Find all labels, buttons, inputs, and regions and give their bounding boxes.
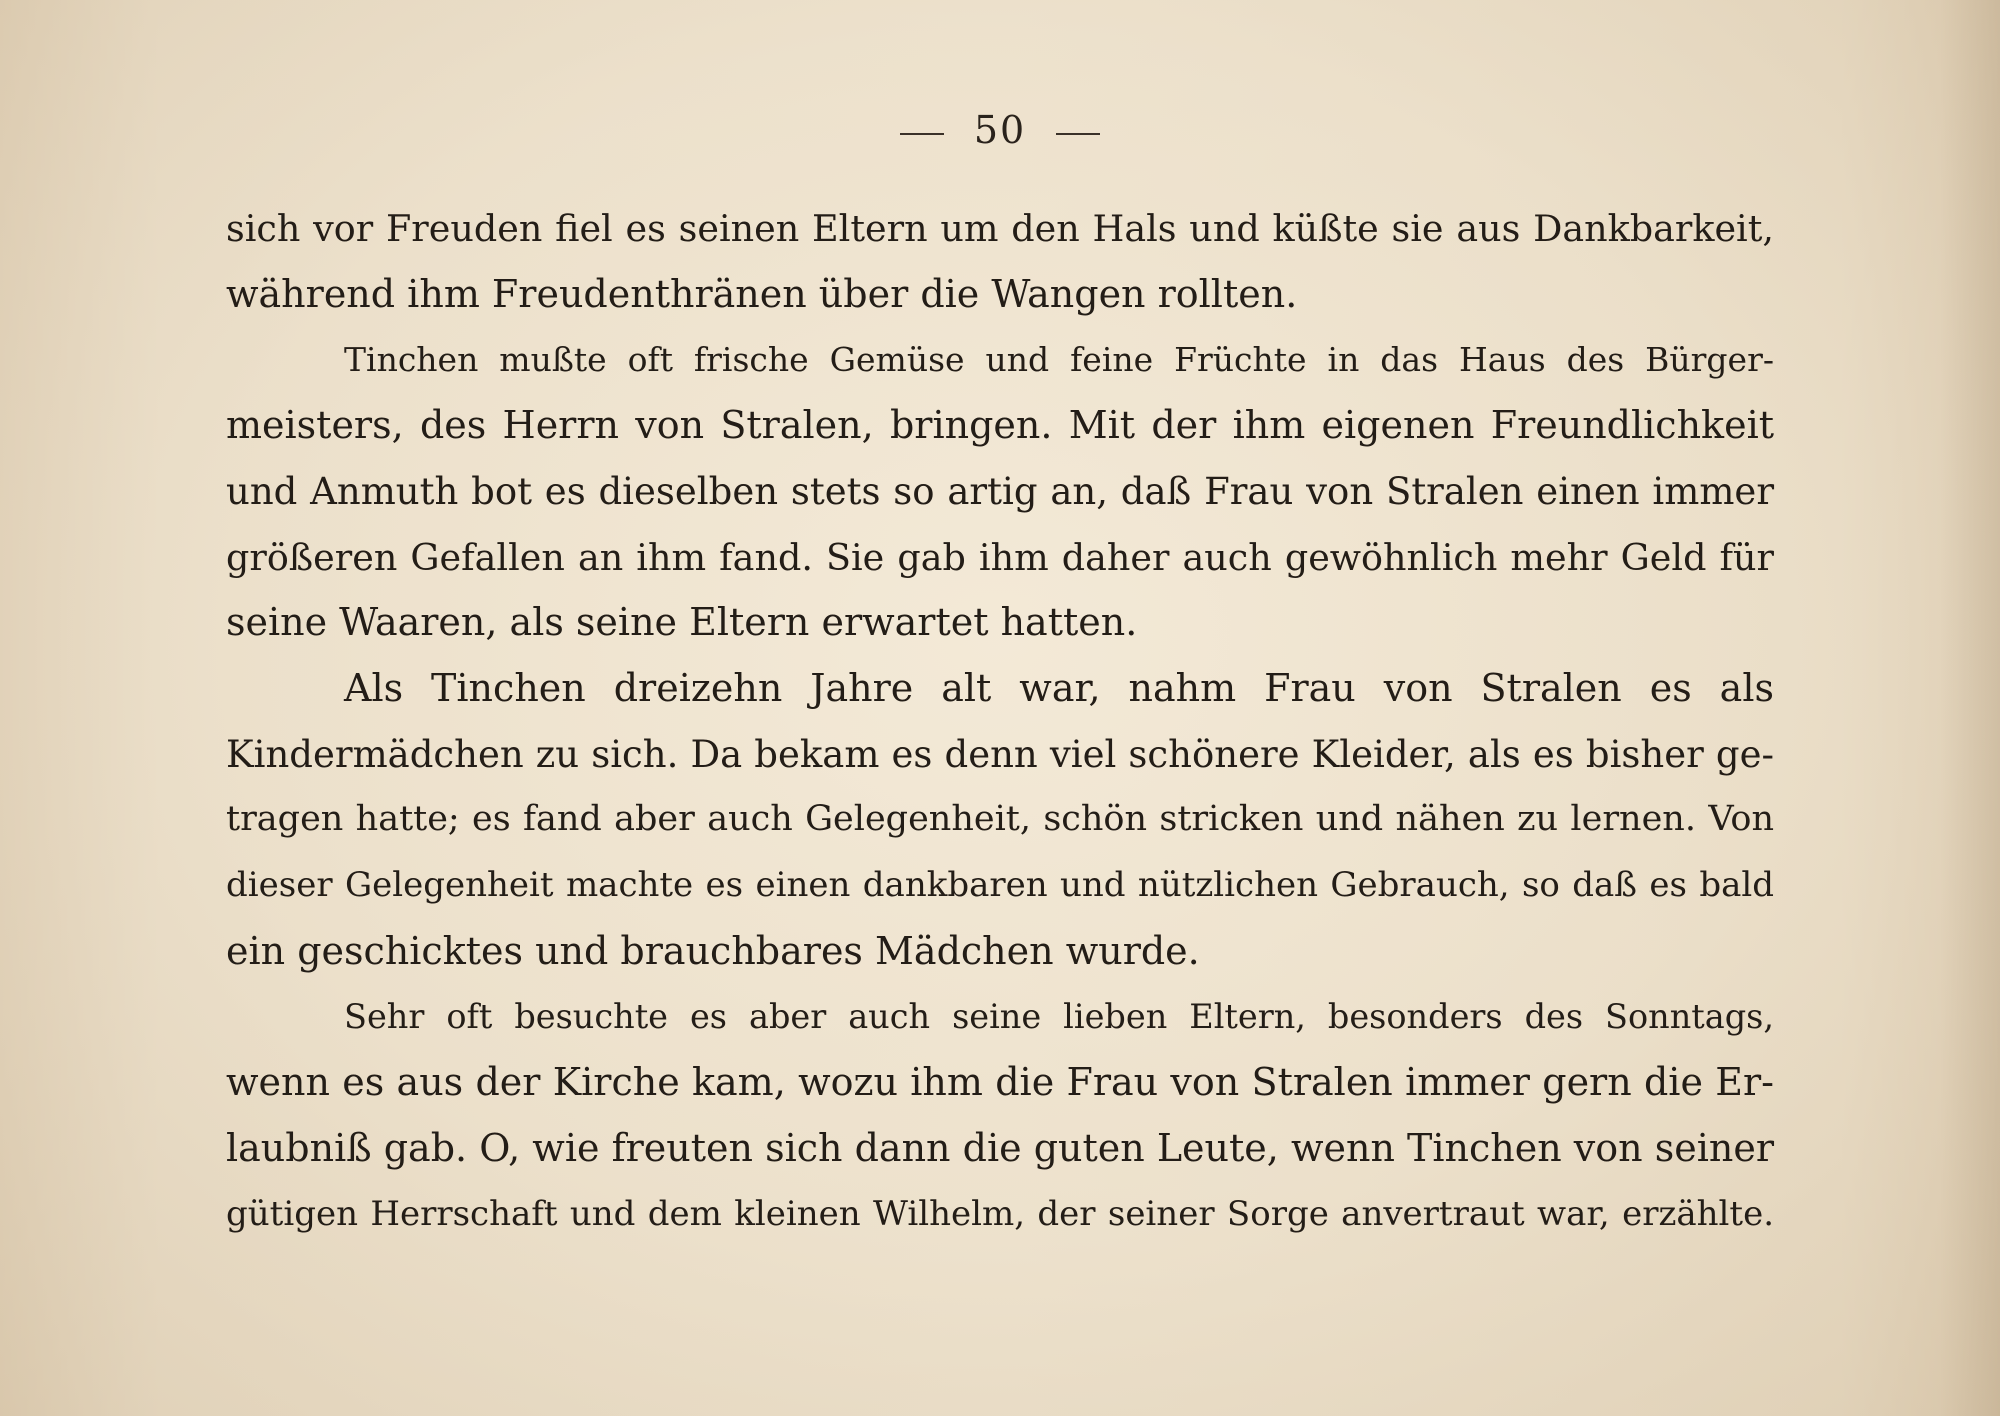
paragraph-1 xyxy=(226,196,1774,327)
text-line: größeren Gefallen an ihm fand. Sie gab ihm daher auch gewöhnlich mehr Geld für xyxy=(226,535,1774,579)
text-line: wenn es aus der Kirche kam, wozu ihm die Frau von Stralen immer gern die Er- xyxy=(226,1060,1774,1105)
page-number: 50 xyxy=(973,108,1027,152)
text-line: und Anmuth bot es dieselben stets so artig an, daß Frau von Stralen einen immer xyxy=(226,469,1774,513)
text-line: laubniß gab. O, wie freuten sich dann die guten Leute, wenn Tinchen von seiner xyxy=(226,1125,1774,1170)
text-line: gütigen Herrschaft und dem kleinen Wilhelm, der seiner Sorge anvertraut war, erzählte. xyxy=(226,1193,1774,1234)
text-line: Sehr oft besuchte es aber auch seine lieben Eltern, besonders des Sonntags, xyxy=(344,997,1774,1037)
text-line: Tinchen mußte oft frische Gemüse und feine Früchte in das Haus des Bürger- xyxy=(344,340,1774,380)
text-line: ein geschicktes und brauchbares Mädchen wurde. xyxy=(226,928,1200,973)
page-header xyxy=(0,108,2000,152)
text-line: dieser Gelegenheit machte es einen dankbaren und nützlichen Gebrauch, so daß es bald xyxy=(226,865,1774,906)
paragraph-4 xyxy=(226,984,1774,1247)
header-dash-right xyxy=(1056,133,1100,135)
paragraph-3 xyxy=(226,656,1774,985)
text-line: tragen hatte; es fand aber auch Gelegenheit, schön stricken und nähen zu lernen. Von xyxy=(226,799,1774,840)
text-line: meisters, des Herrn von Stralen, bringen. Mit der ihm eigenen Freundlichkeit xyxy=(226,403,1774,448)
text-line: seine Waaren, als seine Eltern erwartet hatten. xyxy=(226,600,1138,645)
text-line: Als Tinchen dreizehn Jahre alt war, nahm Frau von Stralen es als xyxy=(344,665,1774,710)
text-line: Kindermädchen zu sich. Da bekam es denn viel schönere Kleider, als es bisher ge- xyxy=(226,732,1774,776)
body-text xyxy=(226,196,1774,1247)
page-edge-shadow xyxy=(1940,0,2000,1416)
text-line: sich vor Freuden fiel es seinen Eltern um den Hals und küßte sie aus Dankbarkeit, xyxy=(226,207,1774,250)
paragraph-2 xyxy=(226,327,1774,656)
text-line: während ihm Freudenthränen über die Wangen rollten. xyxy=(226,271,1298,316)
header-dash-left xyxy=(900,133,944,135)
